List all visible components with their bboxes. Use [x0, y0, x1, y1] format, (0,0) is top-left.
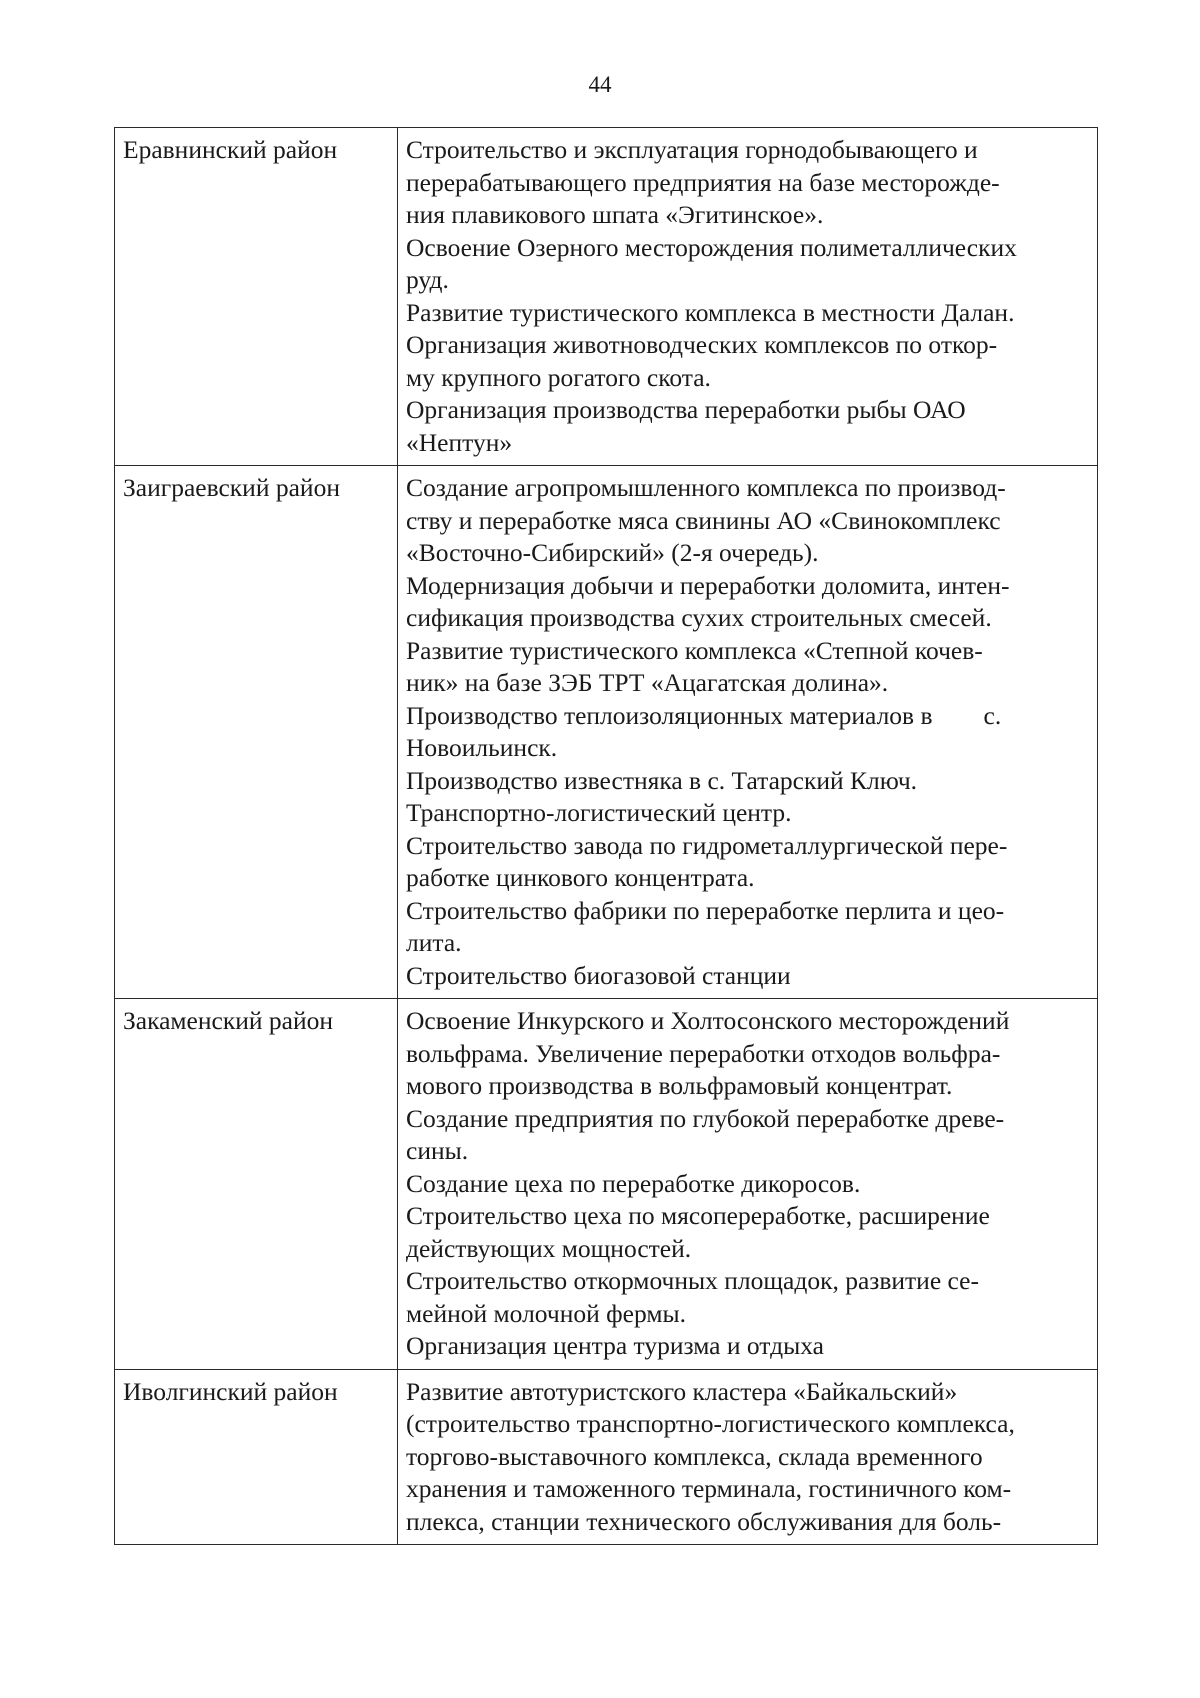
project-line: Строительство фабрики по переработке перлита и цео-	[406, 895, 1005, 925]
project-line: лита.	[406, 928, 462, 957]
project-line: «Нептун»	[406, 427, 513, 457]
project-line: мейной молочной фермы.	[406, 1298, 686, 1328]
district-cell: Еравнинский район	[115, 128, 398, 466]
project-line: Модернизация добычи и переработки доломита, интен-	[406, 570, 1010, 600]
project-line: Строительство завода по гидрометаллургической пере-	[406, 830, 1008, 860]
project-line: Организация животноводческих комплексов по откор-	[406, 330, 998, 359]
project-line: мового производства в вольфрамовый концентрат.	[406, 1071, 953, 1100]
district-cell: Закаменский район	[115, 999, 398, 1370]
projects-cell	[398, 128, 1098, 466]
table-row	[115, 466, 1098, 999]
table-body	[115, 128, 1098, 1545]
project-line: Строительство откормочных площадок, развитие се-	[406, 1266, 979, 1295]
project-line: му крупного рогатого скота.	[406, 362, 711, 392]
project-line: Производство известняка в с. Татарский Ключ.	[406, 765, 918, 795]
project-line: вольфрама. Увеличение переработки отходов вольфра-	[406, 1038, 1001, 1068]
project-line: Создание агропромышленного комплекса по производ-	[406, 473, 1006, 502]
table-row	[115, 128, 1098, 466]
project-line: торгово-выставочного комплекса, склада временного	[406, 1441, 983, 1471]
project-line: Освоение Инкурского и Холтосонского месторождений	[406, 1006, 1010, 1035]
project-line: ник» на базе ЗЭБ ТРТ «Ацагатская долина».	[406, 668, 889, 697]
project-line: Создание предприятия по глубокой переработке древе-	[406, 1103, 1005, 1133]
project-line: перерабатывающего предприятия на базе месторожде-	[406, 167, 1000, 197]
project-line: Строительство цеха по мясопереработке, расширение	[406, 1201, 990, 1230]
projects-cell	[398, 466, 1098, 999]
project-line: Транспортно-логистический центр.	[406, 798, 792, 827]
project-line: Создание цеха по переработке дикоросов.	[406, 1168, 861, 1198]
project-line: «Восточно-Сибирский» (2-я очередь).	[406, 538, 819, 567]
project-line: Строительство биогазовой станции	[406, 960, 791, 990]
project-line: хранения и таможенного терминала, гостиничного ком-	[406, 1474, 1012, 1503]
project-line: ния плавикового шпата «Эгитинское».	[406, 200, 824, 229]
projects-table	[114, 127, 1098, 1545]
district-cell: Заиграевский район	[115, 466, 398, 999]
project-line: ству и переработке мяса свинины АО «Свинокомплекс	[406, 505, 1001, 535]
project-line: Развитие туристического комплекса в местности Далан.	[406, 297, 1015, 327]
project-line: действующих мощностей.	[406, 1233, 692, 1263]
project-line: сификация производства сухих строительных смесей.	[406, 603, 992, 632]
table-row	[115, 1369, 1098, 1545]
project-line: работке цинкового концентрата.	[406, 863, 755, 892]
page-number: 44	[588, 72, 612, 97]
table-row	[115, 999, 1098, 1370]
project-line: (строительство транспортно-логистического комплекса,	[406, 1409, 1015, 1438]
project-line: плекса, станции технического обслуживания для боль-	[406, 1506, 1002, 1536]
project-line: Развитие туристического комплекса «Степной кочев-	[406, 635, 983, 665]
project-line: Организация производства переработки рыбы ОАО	[406, 395, 966, 424]
project-line: Новоильинск.	[406, 733, 558, 762]
project-line: руд.	[406, 265, 449, 294]
project-line: Развитие автотуристского кластера «Байкальский»	[406, 1376, 958, 1406]
projects-cell	[398, 999, 1098, 1370]
project-line: Освоение Озерного месторождения полиметаллических	[406, 232, 1017, 262]
project-line: сины.	[406, 1136, 469, 1165]
project-line: Производство теплоизоляционных материалов в с.	[406, 700, 1002, 730]
project-line: Строительство и эксплуатация горнодобывающего и	[406, 135, 978, 164]
projects-cell	[398, 1369, 1098, 1545]
project-line: Организация центра туризма и отдыха	[406, 1331, 824, 1360]
district-cell: Иволгинский район	[115, 1369, 398, 1545]
